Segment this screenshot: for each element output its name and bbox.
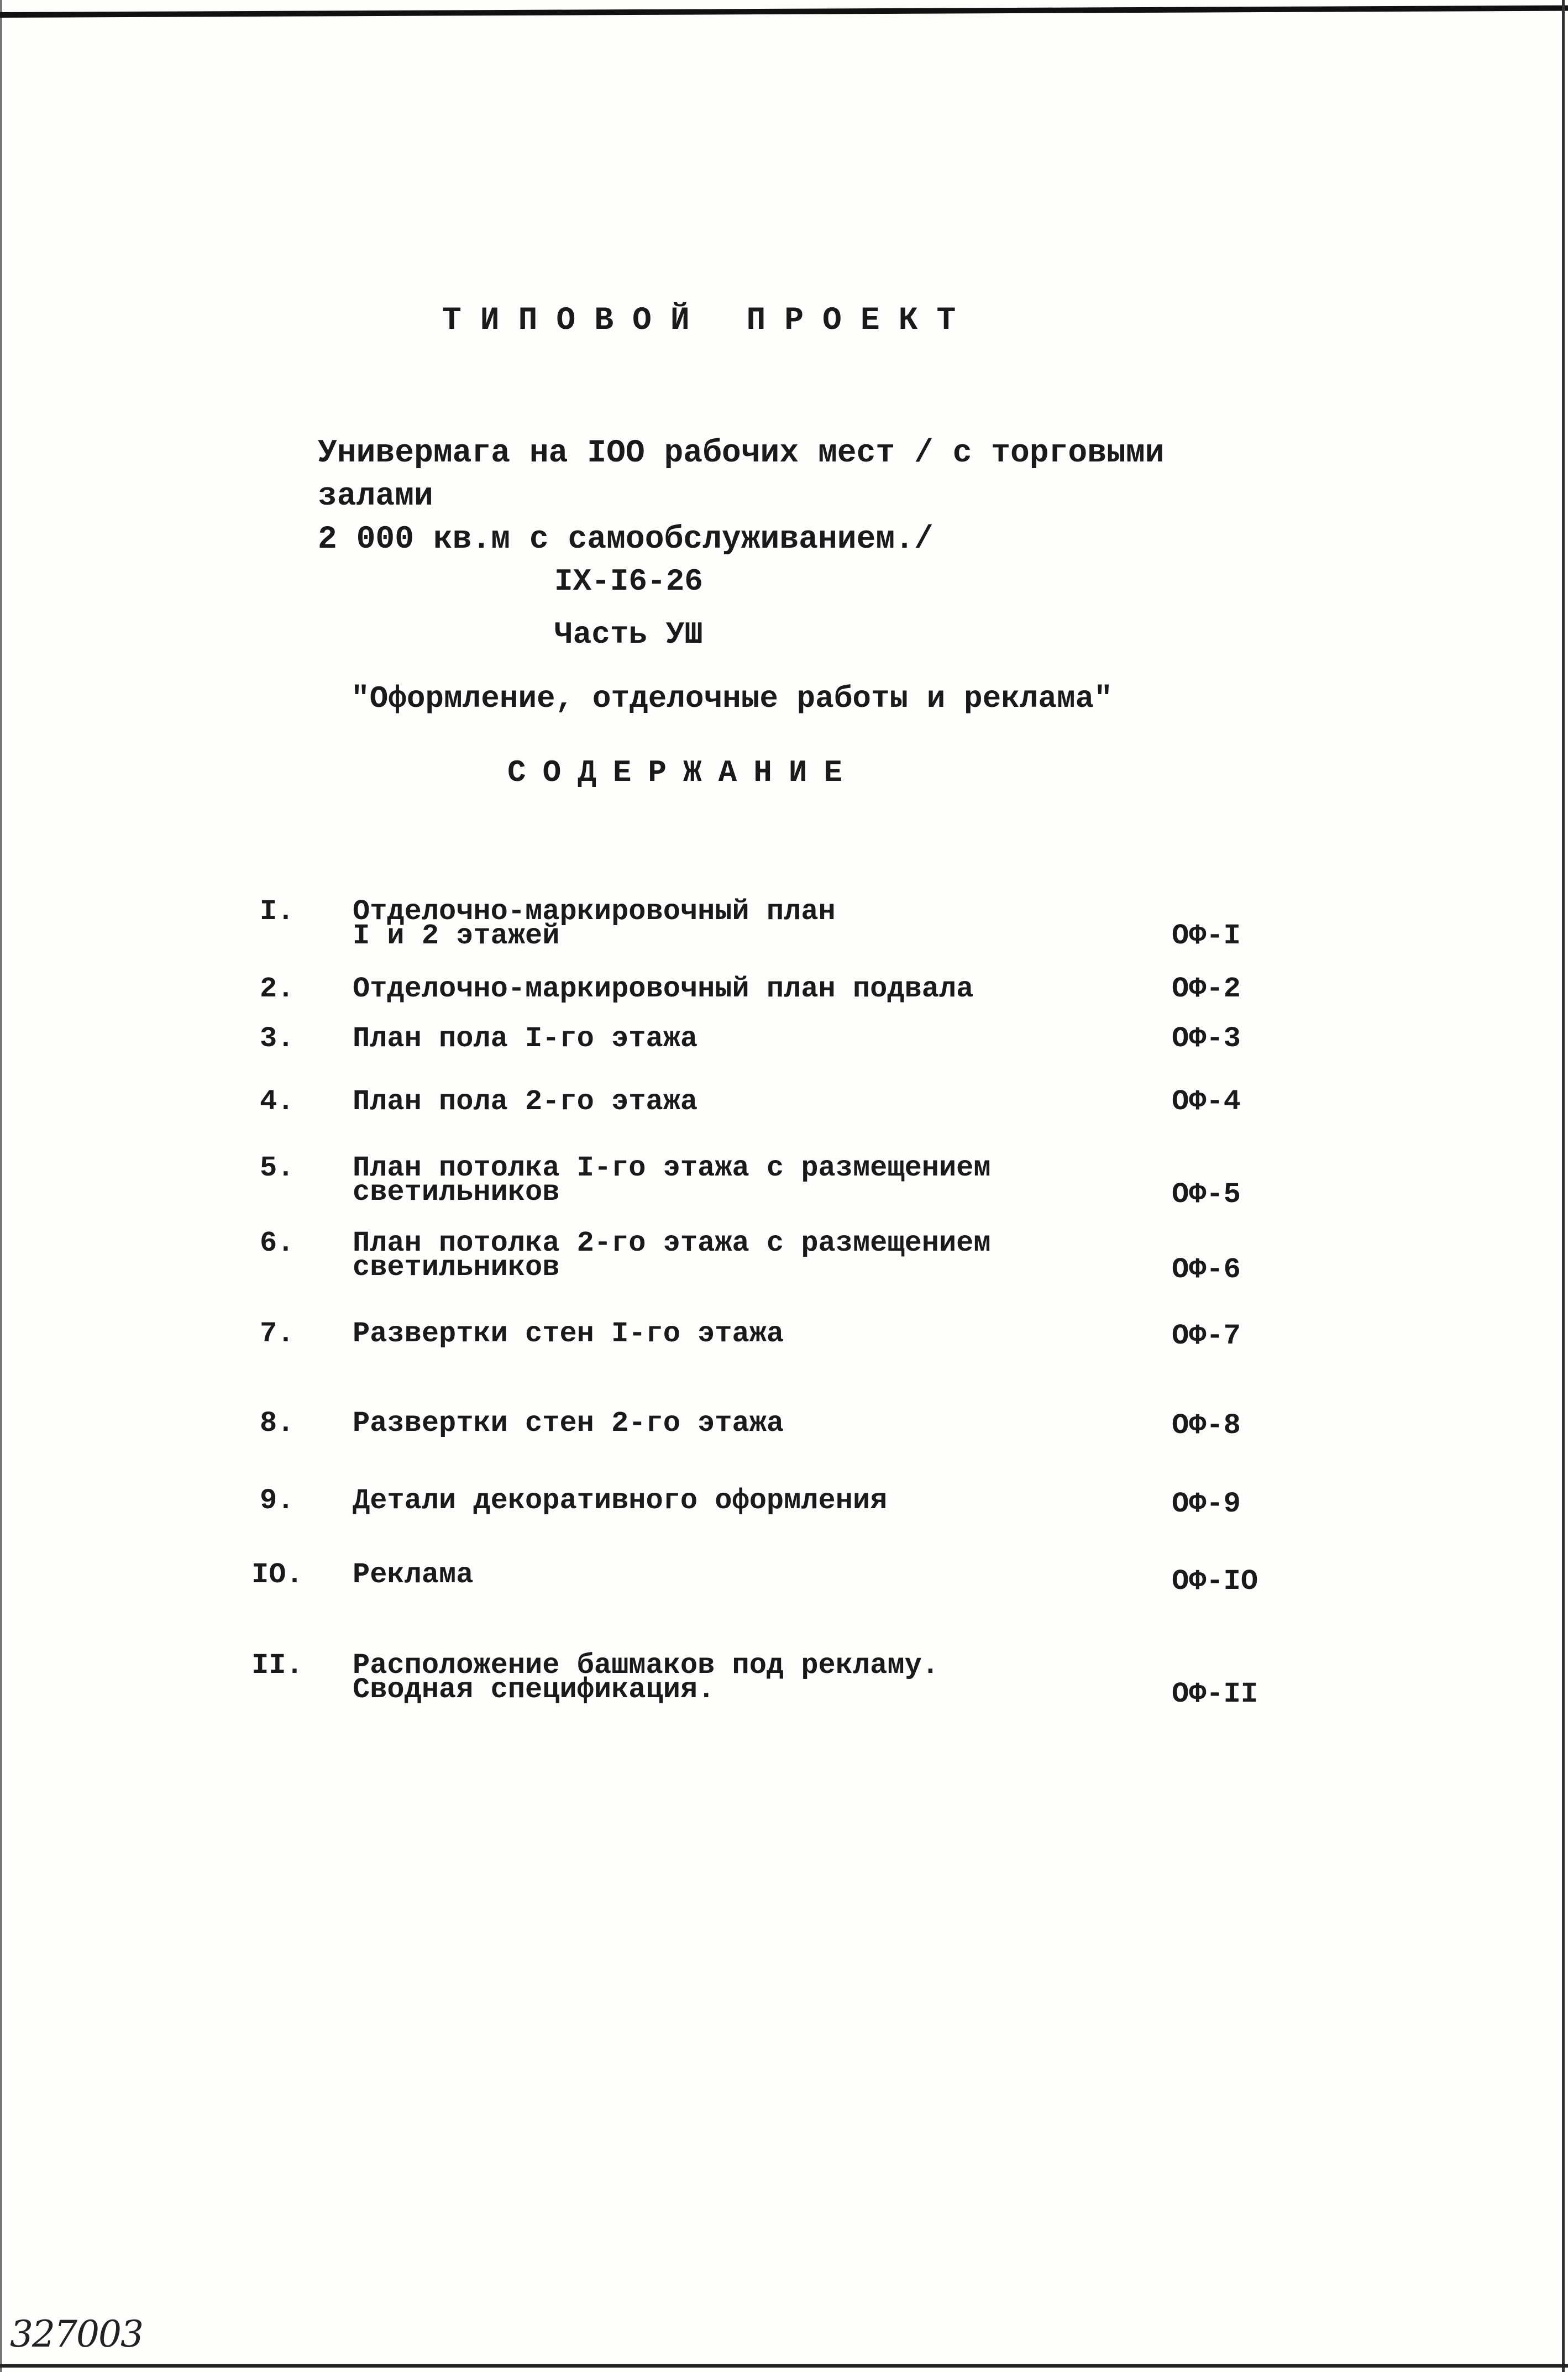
- toc-item-number: II.: [251, 1649, 303, 1682]
- toc-item-number: 4.: [260, 1085, 295, 1118]
- toc-item-title: Расположение башмаков под рекламу. Сводная спецификация.: [353, 1649, 939, 1706]
- toc-item-sheet-code: ОФ-IO: [1172, 1565, 1258, 1598]
- toc-item-title: План пола I-го этажа: [353, 1022, 698, 1055]
- toc-item-sheet-code: ОФ-2: [1172, 973, 1241, 1005]
- toc-item-title: Отделочно-маркировочный план подвала: [353, 973, 974, 1005]
- toc-item-sheet-code: ОФ-9: [1172, 1488, 1241, 1520]
- toc-item-sheet-code: ОФ-II: [1172, 1678, 1258, 1710]
- project-title-line-1: Универмага на IOO рабочих мест / с торговыми залами: [318, 435, 1165, 515]
- toc-item-sheet-code: ОФ-7: [1172, 1320, 1241, 1352]
- part-title: "Оформление, отделочные работы и реклама": [351, 681, 1113, 716]
- toc-item-number: 6.: [260, 1227, 295, 1260]
- toc-item-title: План потолка 2-го этажа с размещением светильников: [353, 1227, 991, 1284]
- document-type-heading: ТИПОВОЙ ПРОЕКТ: [442, 303, 975, 339]
- page-edge-left: [0, 0, 2, 2372]
- toc-item-number: 2.: [260, 973, 295, 1005]
- toc-item-title: План потолка I-го этажа с размещением светильников: [353, 1152, 991, 1209]
- toc-item-title: Развертки стен 2-го этажа: [353, 1407, 784, 1440]
- page-frame-right: [1562, 0, 1565, 2372]
- toc-item-title: Отделочно-маркировочный план I и 2 этажей: [353, 895, 836, 952]
- toc-item-number: I.: [260, 895, 295, 928]
- toc-item-number: 5.: [260, 1152, 295, 1184]
- toc-item-sheet-code: ОФ-5: [1172, 1178, 1241, 1211]
- toc-item-title: Реклама: [353, 1558, 474, 1591]
- toc-item-sheet-code: ОФ-8: [1172, 1409, 1241, 1442]
- toc-item-number: IO.: [251, 1558, 303, 1591]
- part-label: Часть УШ: [554, 617, 703, 652]
- page-frame-top: [0, 6, 1568, 18]
- toc-item-number: 8.: [260, 1407, 295, 1440]
- toc-item-number: 3.: [260, 1022, 295, 1055]
- toc-item-number: 9.: [260, 1484, 295, 1517]
- toc-item-sheet-code: ОФ-4: [1172, 1085, 1241, 1118]
- toc-item-sheet-code: ОФ-I: [1172, 920, 1241, 952]
- toc-item-number: 7.: [260, 1318, 295, 1350]
- toc-item-title: План пола 2-го этажа: [353, 1085, 698, 1118]
- toc-item-sheet-code: ОФ-3: [1172, 1022, 1241, 1055]
- project-title: [318, 432, 1180, 561]
- toc-item-title: Развертки стен I-го этажа: [353, 1318, 784, 1350]
- contents-title: СОДЕРЖАНИЕ: [507, 755, 859, 790]
- toc-item-title: Детали декоративного оформления: [353, 1484, 888, 1517]
- inventory-number-stamp: 327003: [10, 2313, 143, 2355]
- project-title-line-2: 2 000 кв.м с самообслуживанием./: [318, 522, 934, 558]
- series-code: IX-I6-26: [554, 564, 703, 599]
- page-frame-bottom: [0, 2364, 1568, 2368]
- toc-item-sheet-code: ОФ-6: [1172, 1253, 1241, 1286]
